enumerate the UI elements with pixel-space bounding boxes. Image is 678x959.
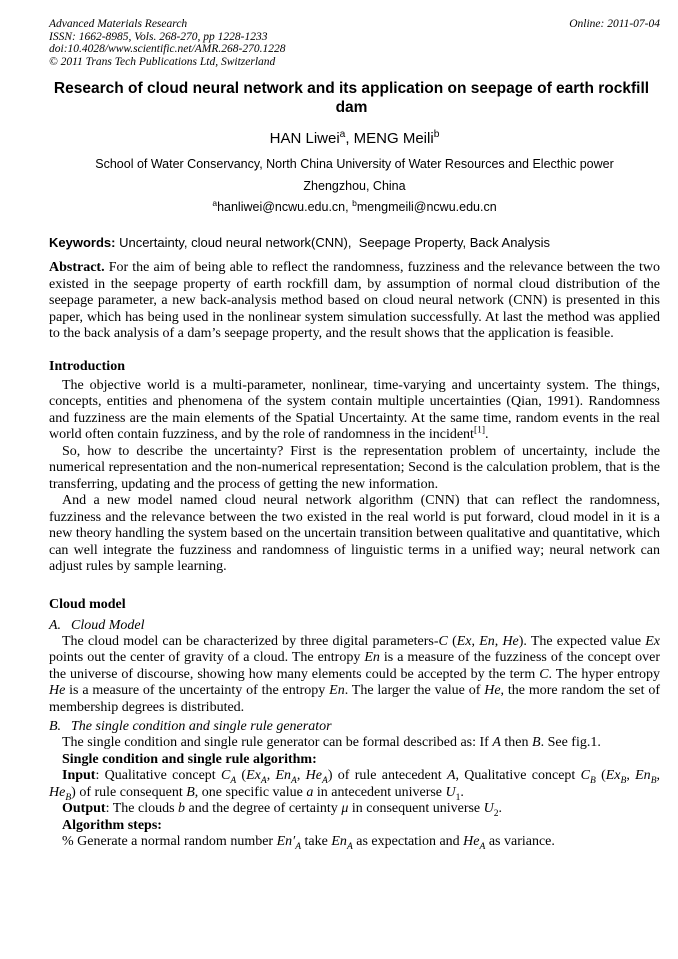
keywords-text: Uncertainty, cloud neural network(CNN), Seepage Property, Back Analysis <box>115 235 550 250</box>
journal-name: Advanced Materials Research <box>49 18 188 30</box>
algorithm-input: Input: Qualitative concept $C_A$ ($Ex_A$, $En_A$, $He_A$) of rule antecedent A, Qualitative concept $C_B$ ($Ex_B$, $En_B$, $He_B$) of rule consequent B, one specific value a in antecedent universe $U_1$. <box>49 768 661 803</box>
algorithm-output: Output: The clouds b and the degree of certainty μ in consequent universe $U_2$. <box>62 801 503 819</box>
paper-title: Research of cloud neural network and its application on seepage of earth rockfill dam <box>53 80 650 116</box>
cloud-model-paragraph: The cloud model can be characterized by three digital parameters-C (Ex, En, He). The expected value Ex points out the center of gravity of a cloud. The entropy En is a measure of the fuzziness of the concept over the universe of discourse, showing how many elements could be accepted by the term C. The hyper entropy He is a measure of the uncertainty of the entropy En. The larger the value of He, the more random the set of membership degrees is distributed. <box>49 633 661 715</box>
algorithm-step-1: % Generate a normal random number $En'_A$ take $En_A$ as expectation and $He_A$ as variance. <box>62 834 555 852</box>
issn-line: ISSN: 1662-8985, Vols. 268-270, pp 1228-1233 <box>49 30 268 43</box>
keywords-label: Keywords: <box>49 235 116 250</box>
section-heading-introduction: Introduction <box>49 358 125 374</box>
online-date: Online: 2011-07-04 <box>569 18 660 30</box>
keywords-line <box>49 235 660 251</box>
city-line: Zhengzhou, China <box>303 179 406 193</box>
abstract-paragraph: Abstract. For the aim of being able to reflect the randomness, fuzziness and the relevance between the two existed in the seepage property of earth rockfill dam, by assumption of normal cloud distribution of the seepage parameter, a new back-analysis method based on cloud neural network (CNN) is presented in this paper, which has being used in the nonlinear system simulation successfully. At last the method was applied to the back analysis of a dam’s seepage property, and the result shows that the application is feasible. <box>49 260 660 341</box>
subsection-b-title: The single condition and single rule generator <box>71 719 332 734</box>
subsection-a-title: Cloud Model <box>71 617 145 633</box>
intro-paragraph-3: And a new model named cloud neural network algorithm (CNN) that can reflect the randomness, fuzziness and the relevance between the two existed in the real world is put forward, cloud model in it is a new theory handling the system based on the uncertain transition between qualitative and quantitative, which can well integrate the fuzziness and randomness of linguistic terms in a unified way; neural network can adjust rules by sample learning. <box>49 493 660 574</box>
rule-generator-paragraph: The single condition and single rule generator can be formal described as: If A then B. See fig.1. <box>62 735 601 750</box>
authors-line: HAN Liwei$^a$, MENG Meili$^b$ <box>269 129 440 147</box>
emails-line: $^a$hanliwei@ncwu.edu.cn, $^b$mengmeili@ncwu.edu.cn <box>212 197 497 214</box>
subsection-b-heading <box>49 718 660 735</box>
journal-header <box>49 18 660 68</box>
section-heading-cloud-model: Cloud model <box>49 596 126 612</box>
doi-line: doi:10.4028/www.scientific.net/AMR.268-270.1228 <box>49 43 286 55</box>
subsection-b-label: B. <box>49 719 62 734</box>
algorithm-title-text: Single condition and single rule algorithm: <box>62 751 317 767</box>
algorithm-title <box>49 752 660 769</box>
subsection-a-heading <box>49 617 660 634</box>
copyright-line: © 2011 Trans Tech Publications Ltd, Switzerland <box>49 55 276 68</box>
affiliation-line: School of Water Conservancy, North China University of Water Resources and Electhic power <box>95 157 614 171</box>
algorithm-steps-label <box>49 818 660 835</box>
subsection-a-label: A. <box>49 617 62 633</box>
journal-header-left <box>49 18 285 68</box>
intro-paragraph-1: The objective world is a multi-parameter, nonlinear, time-varying and uncertainty system. The things, concepts, entities and phenomena of the system contain multiple uncertainties (Qian, 1991). Randomness and fuzziness are the main elements of the Spatial Uncertainty. At the same time, random events in the real world often contain fuzziness, and by the role of randomness in the incident[1]. <box>49 377 660 442</box>
intro-paragraph-2: So, how to describe the uncertainty? First is the representation problem of uncertainty, include the numerical representation and the non-numerical representation; Second is the calculation problem, that is the transferring, updating and the process of getting the new information. <box>49 443 660 492</box>
algorithm-steps-label-text: Algorithm steps: <box>62 817 162 833</box>
